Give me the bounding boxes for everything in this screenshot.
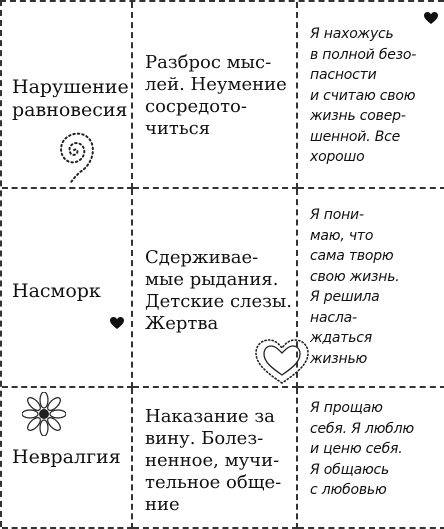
table-row xyxy=(2,189,444,388)
affirmation-cell xyxy=(298,189,444,388)
cause-text: Сдерживае- мые рыдания. Детские слезы. Жертва xyxy=(145,247,292,334)
cause-cell xyxy=(133,388,298,529)
flower-icon xyxy=(22,392,66,436)
affirmation-text: Я нахожусь в полной безо- пасности и считаю свою жизнь совер- шенной. Все хорошо xyxy=(310,26,417,165)
condition-text: Нарушение равновесия xyxy=(12,76,129,121)
condition-cell xyxy=(2,2,133,189)
cause-text: Разброс мыс- лей. Неумение сосредото- читься xyxy=(145,52,287,139)
affirmation-text: Я пони- маю, что сама творю свою жизнь. Я решила наслa- ждаться жизнью xyxy=(310,207,400,367)
heart-icon xyxy=(110,317,124,330)
affirmation-text: Я прощаю себя. Я люблю и ценю себя. Я общаюсь с любовью xyxy=(310,400,414,498)
spiral-icon xyxy=(50,120,100,186)
affirmation-cell xyxy=(298,388,444,529)
affirmation-cell xyxy=(298,2,444,189)
condition-cell xyxy=(2,388,133,529)
condition-text: Невралгия xyxy=(12,446,121,468)
cause-cell xyxy=(133,2,298,189)
condition-text: Насморк xyxy=(12,280,101,302)
cause-text: Наказание за вину. Болез- ненное, мучи- тельное обще- ние xyxy=(145,406,282,515)
table-row xyxy=(2,388,444,529)
condition-cell xyxy=(2,189,133,388)
cause-cell xyxy=(133,189,298,388)
table-row xyxy=(2,2,444,189)
